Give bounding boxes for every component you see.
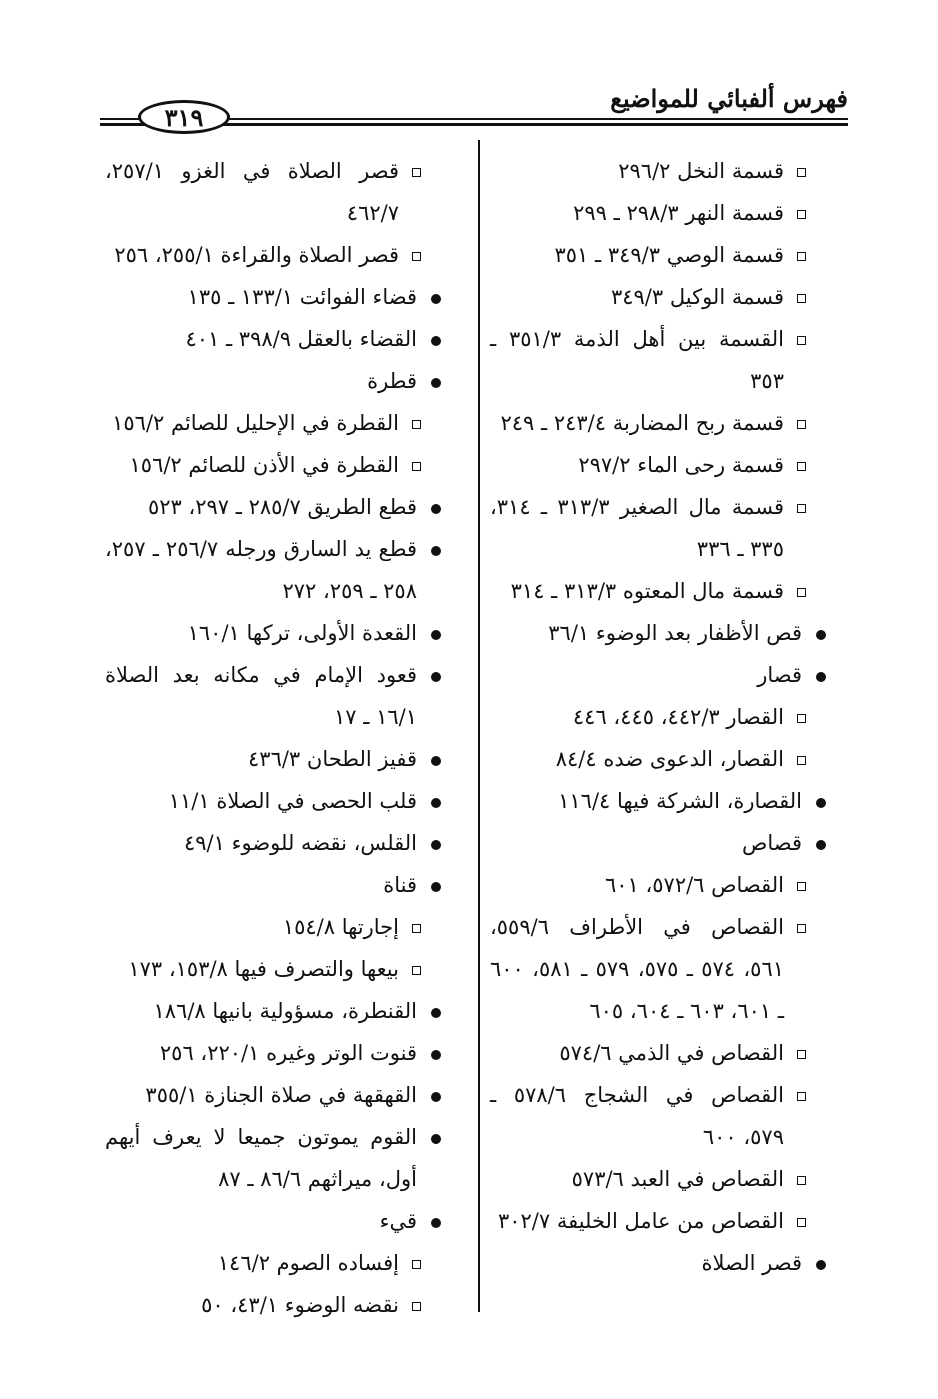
index-entry: [490, 822, 826, 864]
entry-text: القطرة في الأذن للصائم ١٥٦/٢: [129, 453, 399, 477]
page-number: ٣١٩: [138, 100, 230, 134]
index-entry: [490, 654, 826, 696]
bullet-icon: [431, 612, 441, 654]
entry-text: قنوت الوتر وغيره ٢٢٠/١، ٢٥٦: [159, 1041, 417, 1065]
bullet-icon: [431, 654, 441, 696]
square-bullet-icon: [412, 234, 421, 276]
entry-text: قضاء الفوائت ١٣٣/١ ـ ١٣٥: [187, 285, 417, 309]
index-entry: [105, 276, 441, 318]
entry-text: القضاء بالعقل ٣٩٨/٩ ـ ٤٠١: [185, 327, 417, 351]
index-subentry: [490, 570, 826, 612]
entry-text: قسمة مال الصغير ٣١٣/٣ ـ ٣١٤، ٣٣٥ ـ ٣٣٦: [490, 495, 784, 561]
entry-text: قصار: [757, 663, 802, 687]
square-bullet-icon: [412, 150, 421, 192]
entry-text: بيعها والتصرف فيها ١٥٣/٨، ١٧٣: [128, 957, 399, 981]
square-bullet-icon: [797, 192, 806, 234]
entry-text: القطرة في الإحليل للصائم ١٥٦/٢: [112, 411, 399, 435]
index-entry: [105, 822, 441, 864]
index-entry: [105, 318, 441, 360]
index-subentry: [490, 1074, 826, 1158]
index-entry: [105, 1032, 441, 1074]
square-bullet-icon: [412, 444, 421, 486]
index-subentry: [490, 276, 826, 318]
square-bullet-icon: [797, 1158, 806, 1200]
entry-text: قصاص: [741, 831, 802, 855]
index-entry: [105, 654, 441, 738]
index-subentry: [490, 444, 826, 486]
bullet-icon: [816, 1242, 826, 1284]
index-subentry: [490, 738, 826, 780]
entry-text: القصاص في الذمي ٥٧٤/٦: [559, 1041, 784, 1065]
index-subentry: [105, 1242, 441, 1284]
square-bullet-icon: [412, 906, 421, 948]
entry-text: قسمة النهر ٢٩٨/٣ ـ ٢٩٩: [573, 201, 784, 225]
index-subentry: [105, 1284, 441, 1326]
square-bullet-icon: [412, 1284, 421, 1326]
square-bullet-icon: [797, 444, 806, 486]
index-subentry: [105, 402, 441, 444]
square-bullet-icon: [797, 150, 806, 192]
square-bullet-icon: [412, 948, 421, 990]
entry-text: قسمة النخل ٢٩٦/٢: [618, 159, 784, 183]
index-subentry: [105, 234, 441, 276]
entry-text: قسمة الوصي ٣٤٩/٣ ـ ٣٥١: [554, 243, 784, 267]
index-subentry: [490, 318, 826, 402]
index-entry: [490, 612, 826, 654]
bullet-icon: [431, 864, 441, 906]
square-bullet-icon: [797, 234, 806, 276]
bullet-icon: [431, 1074, 441, 1116]
index-entry: [105, 1200, 441, 1242]
entry-text: القنطرة، مسؤولية بانيها ١٨٦/٨: [153, 999, 417, 1023]
entry-text: قفيز الطحان ٤٣٦/٣: [248, 747, 417, 771]
square-bullet-icon: [797, 696, 806, 738]
square-bullet-icon: [797, 738, 806, 780]
index-subentry: [490, 192, 826, 234]
bullet-icon: [431, 318, 441, 360]
entry-text: نقضه الوضوء ٤٣/١، ٥٠: [201, 1293, 399, 1317]
index-entry: [105, 780, 441, 822]
entry-text: قسمة الوكيل ٣٤٩/٣: [610, 285, 784, 309]
page-title: فهرس ألفبائي للمواضيع: [610, 84, 848, 113]
entry-text: قسمة ربح المضاربة ٢٤٣/٤ ـ ٢٤٩: [500, 411, 784, 435]
index-entry: [105, 864, 441, 906]
index-entry: [490, 780, 826, 822]
entry-text: القصار، الدعوى ضده ٨٤/٤: [555, 747, 784, 771]
bullet-icon: [431, 360, 441, 402]
entry-text: قلب الحصى في الصلاة ١١/١: [168, 789, 417, 813]
square-bullet-icon: [797, 1032, 806, 1074]
index-subentry: [490, 1032, 826, 1074]
square-bullet-icon: [797, 906, 806, 948]
entry-text: قناة: [383, 873, 417, 897]
entry-text: قصر الصلاة والقراءة ٢٥٥/١، ٢٥٦: [114, 243, 399, 267]
index-entry: [105, 360, 441, 402]
index-entry: [105, 990, 441, 1032]
entry-text: القهقهة في صلاة الجنازة ٣٥٥/١: [145, 1083, 417, 1107]
bullet-icon: [431, 1116, 441, 1158]
left-column: [105, 150, 441, 1326]
square-bullet-icon: [412, 402, 421, 444]
square-bullet-icon: [797, 1200, 806, 1242]
bullet-icon: [431, 1032, 441, 1074]
square-bullet-icon: [797, 570, 806, 612]
index-entry: [105, 1116, 441, 1200]
index-entry: [105, 1074, 441, 1116]
bullet-icon: [816, 780, 826, 822]
square-bullet-icon: [797, 318, 806, 360]
square-bullet-icon: [797, 276, 806, 318]
index-subentry: [490, 150, 826, 192]
entry-text: القصاص في الأطراف ٥٥٩/٦، ٥٦١، ٥٧٤ ـ ٥٧٥، ٥٧٩ ـ ٥٨١، ٦٠٠ ـ ٦٠١، ٦٠٣ ـ ٦٠٤، ٦٠٥: [490, 915, 785, 1023]
index-subentry: [490, 1200, 826, 1242]
bullet-icon: [431, 822, 441, 864]
bullet-icon: [816, 612, 826, 654]
column-divider: [478, 140, 480, 1312]
index-subentry: [490, 906, 826, 1032]
entry-text: قصر الصلاة: [701, 1251, 802, 1275]
index-entry: [105, 486, 441, 528]
bullet-icon: [431, 1200, 441, 1242]
index-subentry: [490, 864, 826, 906]
entry-text: قعود الإمام في مكانه بعد الصلاة ١٦/١ ـ ١٧: [105, 663, 417, 729]
bullet-icon: [816, 654, 826, 696]
index-entry: [490, 1242, 826, 1284]
square-bullet-icon: [797, 486, 806, 528]
entry-text: القصاص في الشجاج ٥٧٨/٦ ـ ٥٧٩، ٦٠٠: [490, 1083, 784, 1149]
index-entry: [105, 612, 441, 654]
entry-text: القوم يموتون جميعا لا يعرف أيهم أول، ميراثهم ٨٦/٦ ـ ٨٧: [105, 1125, 417, 1191]
square-bullet-icon: [797, 402, 806, 444]
bullet-icon: [431, 276, 441, 318]
index-entry: [105, 528, 441, 612]
bullet-icon: [431, 990, 441, 1032]
bullet-icon: [431, 780, 441, 822]
entry-text: القصار ٤٤٢/٣، ٤٤٥، ٤٤٦: [572, 705, 784, 729]
bullet-icon: [431, 738, 441, 780]
entry-text: القعدة الأولى، تركها ١٦٠/١: [187, 621, 417, 645]
index-subentry: [105, 906, 441, 948]
entry-text: إفساده الصوم ١٤٦/٢: [217, 1251, 399, 1275]
entry-text: قطرة: [367, 369, 417, 393]
index-subentry: [105, 444, 441, 486]
entry-text: قص الأظفار بعد الوضوء ٣٦/١: [548, 621, 802, 645]
entry-text: القصاص ٥٧٢/٦، ٦٠١: [604, 873, 784, 897]
entry-text: إجارتها ١٥٤/٨: [282, 915, 399, 939]
index-subentry: [490, 486, 826, 570]
entry-text: القصارة، الشركة فيها ١١٦/٤: [558, 789, 802, 813]
square-bullet-icon: [797, 1074, 806, 1116]
index-entry: [105, 738, 441, 780]
right-column: [490, 150, 826, 1284]
entry-text: القسمة بين أهل الذمة ٣٥١/٣ ـ ٣٥٣: [490, 327, 784, 393]
entry-text: قصر الصلاة في الغزو ٢٥٧/١، ٤٦٢/٧: [105, 159, 399, 225]
entry-text: القصاص من عامل الخليفة ٣٠٢/٧: [497, 1209, 784, 1233]
square-bullet-icon: [412, 1242, 421, 1284]
bullet-icon: [816, 822, 826, 864]
entry-text: قيء: [379, 1209, 417, 1233]
index-subentry: [490, 234, 826, 276]
index-subentry: [105, 948, 441, 990]
bullet-icon: [431, 486, 441, 528]
index-subentry: [490, 696, 826, 738]
index-subentry: [490, 402, 826, 444]
entry-text: القصاص في العبد ٥٧٣/٦: [571, 1167, 784, 1191]
bullet-icon: [431, 528, 441, 570]
page-header: [100, 82, 848, 132]
index-subentry: [490, 1158, 826, 1200]
entry-text: القلس، نقضه للوضوء ٤٩/١: [184, 831, 417, 855]
entry-text: قسمة رحى الماء ٢٩٧/٢: [578, 453, 784, 477]
entry-text: قسمة مال المعتوه ٣١٣/٣ ـ ٣١٤: [510, 579, 784, 603]
entry-text: قطع يد السارق ورجله ٢٥٦/٧ ـ ٢٥٧، ٢٥٨ ـ ٢٥٩، ٢٧٢: [105, 537, 417, 603]
square-bullet-icon: [797, 864, 806, 906]
index-subentry: [105, 150, 441, 234]
entry-text: قطع الطريق ٢٨٥/٧ ـ ٢٩٧، ٥٢٣: [147, 495, 417, 519]
